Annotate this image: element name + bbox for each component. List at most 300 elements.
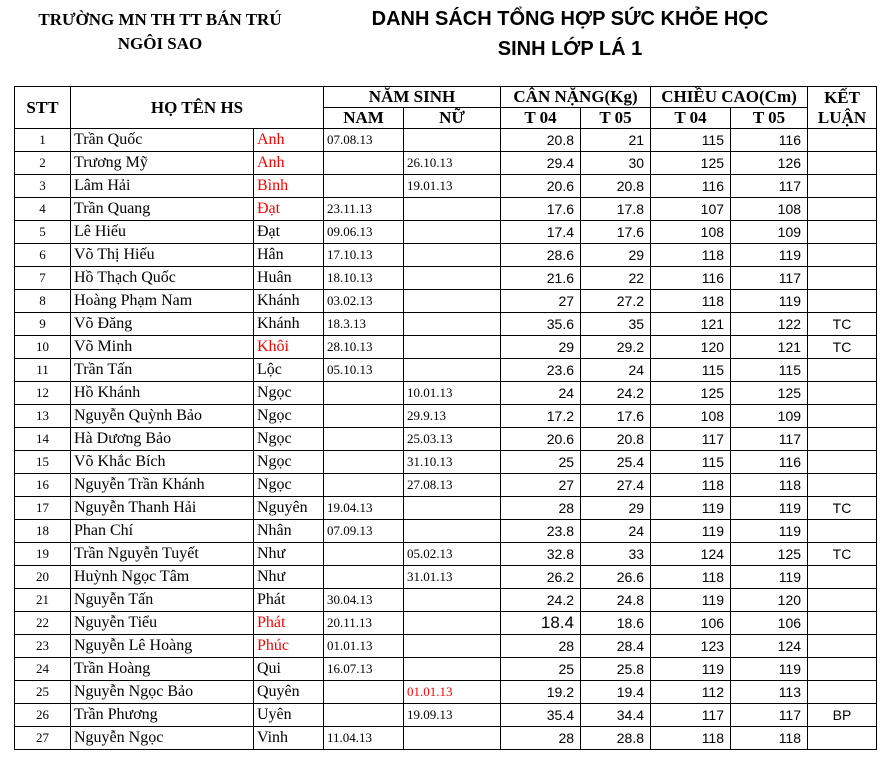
cell-last-name: Lâm Hải — [71, 175, 254, 198]
header-weight-t05: T 05 — [581, 108, 651, 129]
cell-birth-male — [324, 428, 404, 451]
cell-weight-t05: 29 — [581, 497, 651, 520]
table-row — [15, 635, 877, 658]
cell-stt: 9 — [15, 313, 71, 336]
cell-first-name: Bình — [254, 175, 324, 198]
cell-first-name: Uyên — [254, 704, 324, 727]
cell-birth-female — [404, 290, 501, 313]
cell-stt: 20 — [15, 566, 71, 589]
cell-first-name: Anh — [254, 129, 324, 152]
cell-birth-male: 01.01.13 — [324, 635, 404, 658]
cell-height-t05: 126 — [731, 152, 808, 175]
cell-weight-t04: 20.6 — [501, 175, 581, 198]
cell-birth-female — [404, 221, 501, 244]
cell-birth-male — [324, 566, 404, 589]
cell-height-t05: 120 — [731, 589, 808, 612]
cell-height-t05: 108 — [731, 198, 808, 221]
cell-height-t04: 108 — [651, 221, 731, 244]
cell-birth-male: 03.02.13 — [324, 290, 404, 313]
header-conclusion — [808, 87, 877, 129]
cell-first-name: Ngọc — [254, 382, 324, 405]
cell-height-t04: 124 — [651, 543, 731, 566]
cell-weight-t04: 32.8 — [501, 543, 581, 566]
cell-height-t04: 115 — [651, 451, 731, 474]
cell-conclusion — [808, 474, 877, 497]
cell-height-t05: 119 — [731, 290, 808, 313]
cell-height-t04: 106 — [651, 612, 731, 635]
cell-height-t04: 117 — [651, 428, 731, 451]
cell-birth-male — [324, 405, 404, 428]
cell-conclusion — [808, 727, 877, 750]
cell-last-name: Trần Hoàng — [71, 658, 254, 681]
cell-stt: 6 — [15, 244, 71, 267]
table-row — [15, 566, 877, 589]
cell-birth-male: 05.10.13 — [324, 359, 404, 382]
cell-birth-male — [324, 175, 404, 198]
cell-first-name: Khánh — [254, 313, 324, 336]
cell-weight-t05: 18.6 — [581, 612, 651, 635]
cell-height-t05: 122 — [731, 313, 808, 336]
health-summary-table — [14, 86, 877, 750]
cell-birth-female — [404, 336, 501, 359]
cell-first-name: Ngọc — [254, 405, 324, 428]
cell-first-name: Nhân — [254, 520, 324, 543]
cell-birth-male — [324, 152, 404, 175]
cell-height-t04: 115 — [651, 129, 731, 152]
cell-height-t05: 117 — [731, 704, 808, 727]
table-row — [15, 129, 877, 152]
cell-weight-t04: 28 — [501, 727, 581, 750]
cell-birth-female: 01.01.13 — [404, 681, 501, 704]
cell-height-t05: 116 — [731, 129, 808, 152]
cell-birth-male: 28.10.13 — [324, 336, 404, 359]
cell-stt: 25 — [15, 681, 71, 704]
cell-first-name: Như — [254, 543, 324, 566]
cell-conclusion — [808, 681, 877, 704]
cell-birth-male: 09.06.13 — [324, 221, 404, 244]
cell-stt: 1 — [15, 129, 71, 152]
table-row — [15, 152, 877, 175]
cell-stt: 2 — [15, 152, 71, 175]
table-row — [15, 681, 877, 704]
cell-first-name: Qui — [254, 658, 324, 681]
table-row — [15, 543, 877, 566]
cell-birth-female: 19.09.13 — [404, 704, 501, 727]
table-row — [15, 497, 877, 520]
cell-height-t04: 123 — [651, 635, 731, 658]
cell-weight-t05: 17.6 — [581, 405, 651, 428]
cell-stt: 10 — [15, 336, 71, 359]
table-row — [15, 428, 877, 451]
cell-weight-t04: 18.4 — [501, 612, 581, 635]
cell-birth-male — [324, 382, 404, 405]
cell-weight-t04: 27 — [501, 474, 581, 497]
cell-height-t04: 118 — [651, 244, 731, 267]
cell-height-t04: 116 — [651, 175, 731, 198]
header-weight-t04: T 04 — [501, 108, 581, 129]
cell-weight-t05: 29.2 — [581, 336, 651, 359]
cell-height-t04: 118 — [651, 290, 731, 313]
cell-birth-male: 18.3.13 — [324, 313, 404, 336]
cell-birth-female: 25.03.13 — [404, 428, 501, 451]
cell-birth-female — [404, 313, 501, 336]
cell-last-name: Huỳnh Ngọc Tâm — [71, 566, 254, 589]
cell-stt: 22 — [15, 612, 71, 635]
cell-weight-t05: 26.6 — [581, 566, 651, 589]
cell-weight-t05: 19.4 — [581, 681, 651, 704]
cell-birth-female: 05.02.13 — [404, 543, 501, 566]
cell-height-t04: 117 — [651, 704, 731, 727]
cell-height-t04: 116 — [651, 267, 731, 290]
cell-last-name: Hồ Khánh — [71, 382, 254, 405]
cell-first-name: Hân — [254, 244, 324, 267]
table-row — [15, 313, 877, 336]
cell-weight-t05: 24.8 — [581, 589, 651, 612]
cell-stt: 19 — [15, 543, 71, 566]
cell-birth-female — [404, 520, 501, 543]
cell-birth-male: 17.10.13 — [324, 244, 404, 267]
table-row — [15, 474, 877, 497]
cell-birth-male: 18.10.13 — [324, 267, 404, 290]
cell-stt: 21 — [15, 589, 71, 612]
cell-conclusion — [808, 152, 877, 175]
cell-weight-t05: 30 — [581, 152, 651, 175]
cell-last-name: Nguyễn Lê Hoàng — [71, 635, 254, 658]
cell-conclusion — [808, 520, 877, 543]
cell-height-t05: 106 — [731, 612, 808, 635]
cell-weight-t04: 24.2 — [501, 589, 581, 612]
cell-stt: 16 — [15, 474, 71, 497]
cell-height-t05: 125 — [731, 382, 808, 405]
table-row — [15, 704, 877, 727]
cell-height-t04: 121 — [651, 313, 731, 336]
cell-weight-t04: 20.6 — [501, 428, 581, 451]
cell-last-name: Hoàng Phạm Nam — [71, 290, 254, 313]
cell-height-t05: 109 — [731, 221, 808, 244]
table-row — [15, 267, 877, 290]
table-row — [15, 198, 877, 221]
cell-first-name: Khánh — [254, 290, 324, 313]
cell-last-name: Trần Quốc — [71, 129, 254, 152]
cell-birth-male — [324, 681, 404, 704]
cell-birth-female — [404, 658, 501, 681]
cell-birth-male: 11.04.13 — [324, 727, 404, 750]
document-title — [340, 4, 800, 64]
cell-conclusion — [808, 198, 877, 221]
cell-weight-t04: 20.8 — [501, 129, 581, 152]
cell-weight-t05: 24.2 — [581, 382, 651, 405]
cell-weight-t04: 35.6 — [501, 313, 581, 336]
cell-height-t05: 121 — [731, 336, 808, 359]
cell-first-name: Phát — [254, 589, 324, 612]
cell-conclusion — [808, 566, 877, 589]
cell-birth-female — [404, 359, 501, 382]
cell-birth-male — [324, 543, 404, 566]
cell-weight-t05: 28.8 — [581, 727, 651, 750]
cell-birth-male: 23.11.13 — [324, 198, 404, 221]
cell-birth-male — [324, 451, 404, 474]
cell-last-name: Hà Dương Bảo — [71, 428, 254, 451]
table-row — [15, 727, 877, 750]
cell-weight-t04: 25 — [501, 451, 581, 474]
cell-stt: 26 — [15, 704, 71, 727]
cell-conclusion: TC — [808, 497, 877, 520]
header-height: CHIỀU CAO(Cm) — [651, 87, 808, 108]
cell-weight-t05: 24 — [581, 520, 651, 543]
cell-first-name: Như — [254, 566, 324, 589]
cell-weight-t05: 20.8 — [581, 428, 651, 451]
cell-conclusion — [808, 405, 877, 428]
cell-weight-t05: 25.4 — [581, 451, 651, 474]
cell-first-name: Phát — [254, 612, 324, 635]
cell-height-t04: 115 — [651, 359, 731, 382]
cell-height-t05: 116 — [731, 451, 808, 474]
table-body — [15, 129, 877, 750]
cell-last-name: Nguyễn Ngọc — [71, 727, 254, 750]
cell-stt: 24 — [15, 658, 71, 681]
cell-stt: 13 — [15, 405, 71, 428]
cell-birth-male — [324, 704, 404, 727]
header-birth-year: NĂM SINH — [324, 87, 501, 108]
cell-height-t04: 107 — [651, 198, 731, 221]
cell-weight-t04: 21.6 — [501, 267, 581, 290]
cell-height-t04: 125 — [651, 382, 731, 405]
cell-birth-male: 19.04.13 — [324, 497, 404, 520]
cell-weight-t04: 29 — [501, 336, 581, 359]
cell-weight-t05: 21 — [581, 129, 651, 152]
cell-height-t05: 118 — [731, 474, 808, 497]
cell-stt: 17 — [15, 497, 71, 520]
cell-last-name: Trần Nguyễn Tuyết — [71, 543, 254, 566]
table-row — [15, 175, 877, 198]
cell-weight-t05: 25.8 — [581, 658, 651, 681]
cell-last-name: Võ Đăng — [71, 313, 254, 336]
cell-height-t05: 119 — [731, 658, 808, 681]
cell-height-t05: 124 — [731, 635, 808, 658]
cell-height-t05: 119 — [731, 244, 808, 267]
header-weight: CÂN NẶNG(Kg) — [501, 87, 651, 108]
cell-birth-female — [404, 589, 501, 612]
cell-birth-female: 29.9.13 — [404, 405, 501, 428]
header-height-t05: T 05 — [731, 108, 808, 129]
cell-first-name: Đạt — [254, 221, 324, 244]
cell-height-t05: 115 — [731, 359, 808, 382]
cell-last-name: Trần Quang — [71, 198, 254, 221]
cell-weight-t05: 27.4 — [581, 474, 651, 497]
school-name-line-2: NGÔI SAO — [117, 34, 203, 53]
cell-first-name: Đạt — [254, 198, 324, 221]
cell-stt: 11 — [15, 359, 71, 382]
cell-height-t04: 125 — [651, 152, 731, 175]
header-conclusion-line-2: LUẬN — [817, 107, 867, 127]
cell-conclusion — [808, 428, 877, 451]
header-male: NAM — [324, 108, 404, 129]
cell-weight-t05: 34.4 — [581, 704, 651, 727]
cell-last-name: Võ Khắc Bích — [71, 451, 254, 474]
cell-weight-t04: 23.8 — [501, 520, 581, 543]
cell-conclusion — [808, 290, 877, 313]
table-row — [15, 244, 877, 267]
cell-last-name: Nguyễn Thanh Hải — [71, 497, 254, 520]
cell-weight-t04: 35.4 — [501, 704, 581, 727]
table-row — [15, 658, 877, 681]
cell-weight-t05: 22 — [581, 267, 651, 290]
cell-weight-t04: 28 — [501, 635, 581, 658]
cell-conclusion — [808, 175, 877, 198]
cell-birth-female — [404, 244, 501, 267]
cell-weight-t05: 33 — [581, 543, 651, 566]
cell-height-t04: 119 — [651, 589, 731, 612]
table-row — [15, 290, 877, 313]
cell-weight-t04: 26.2 — [501, 566, 581, 589]
cell-height-t05: 109 — [731, 405, 808, 428]
cell-birth-male: 30.04.13 — [324, 589, 404, 612]
cell-height-t05: 118 — [731, 727, 808, 750]
cell-last-name: Võ Minh — [71, 336, 254, 359]
cell-last-name: Hồ Thạch Quốc — [71, 267, 254, 290]
cell-conclusion: TC — [808, 336, 877, 359]
cell-height-t04: 120 — [651, 336, 731, 359]
cell-last-name: Trương Mỹ — [71, 152, 254, 175]
cell-birth-female: 31.10.13 — [404, 451, 501, 474]
cell-weight-t04: 17.4 — [501, 221, 581, 244]
cell-last-name: Nguyễn Quỳnh Bảo — [71, 405, 254, 428]
cell-weight-t04: 28.6 — [501, 244, 581, 267]
cell-weight-t05: 27.2 — [581, 290, 651, 313]
cell-stt: 14 — [15, 428, 71, 451]
cell-weight-t04: 19.2 — [501, 681, 581, 704]
cell-stt: 15 — [15, 451, 71, 474]
cell-weight-t05: 28.4 — [581, 635, 651, 658]
cell-first-name: Nguyên — [254, 497, 324, 520]
cell-conclusion — [808, 267, 877, 290]
cell-conclusion — [808, 359, 877, 382]
cell-birth-male: 07.08.13 — [324, 129, 404, 152]
cell-height-t04: 119 — [651, 497, 731, 520]
table-row — [15, 612, 877, 635]
cell-birth-male — [324, 474, 404, 497]
cell-birth-female: 26.10.13 — [404, 152, 501, 175]
cell-first-name: Ngọc — [254, 428, 324, 451]
cell-weight-t05: 29 — [581, 244, 651, 267]
header-conclusion-line-1: KẾT — [824, 87, 860, 107]
cell-birth-female: 10.01.13 — [404, 382, 501, 405]
cell-height-t05: 119 — [731, 520, 808, 543]
table-row — [15, 221, 877, 244]
cell-weight-t04: 17.6 — [501, 198, 581, 221]
cell-birth-male: 07.09.13 — [324, 520, 404, 543]
cell-first-name: Lộc — [254, 359, 324, 382]
cell-weight-t05: 20.8 — [581, 175, 651, 198]
cell-last-name: Phan Chí — [71, 520, 254, 543]
table-header — [15, 87, 877, 129]
cell-weight-t05: 17.6 — [581, 221, 651, 244]
cell-last-name: Trần Tấn — [71, 359, 254, 382]
cell-weight-t04: 25 — [501, 658, 581, 681]
cell-first-name: Vinh — [254, 727, 324, 750]
cell-height-t04: 108 — [651, 405, 731, 428]
table-row — [15, 405, 877, 428]
header-height-t04: T 04 — [651, 108, 731, 129]
cell-last-name: Nguyễn Tấn — [71, 589, 254, 612]
table-row — [15, 589, 877, 612]
cell-last-name: Trần Phương — [71, 704, 254, 727]
cell-last-name: Nguyễn Ngọc Bảo — [71, 681, 254, 704]
cell-conclusion: TC — [808, 313, 877, 336]
cell-first-name: Ngọc — [254, 451, 324, 474]
cell-stt: 27 — [15, 727, 71, 750]
cell-birth-male: 20.11.13 — [324, 612, 404, 635]
cell-last-name: Lê Hiếu — [71, 221, 254, 244]
cell-weight-t04: 27 — [501, 290, 581, 313]
cell-birth-female — [404, 497, 501, 520]
cell-height-t04: 119 — [651, 520, 731, 543]
cell-birth-female: 31.01.13 — [404, 566, 501, 589]
cell-birth-female — [404, 727, 501, 750]
cell-height-t04: 118 — [651, 727, 731, 750]
cell-last-name: Nguyễn Tiểu — [71, 612, 254, 635]
header-student-name: HỌ TÊN HS — [71, 87, 324, 129]
cell-height-t05: 119 — [731, 566, 808, 589]
school-name-line-1: TRƯỜNG MN TH TT BÁN TRÚ — [38, 10, 282, 29]
cell-conclusion — [808, 129, 877, 152]
cell-height-t04: 119 — [651, 658, 731, 681]
cell-weight-t04: 29.4 — [501, 152, 581, 175]
cell-height-t04: 112 — [651, 681, 731, 704]
cell-stt: 4 — [15, 198, 71, 221]
cell-first-name: Khôi — [254, 336, 324, 359]
table-row — [15, 382, 877, 405]
cell-weight-t04: 28 — [501, 497, 581, 520]
cell-height-t05: 117 — [731, 267, 808, 290]
header-female: NỮ — [404, 108, 501, 129]
cell-conclusion — [808, 244, 877, 267]
cell-last-name: Nguyễn Trần Khánh — [71, 474, 254, 497]
cell-height-t04: 118 — [651, 474, 731, 497]
cell-weight-t05: 24 — [581, 359, 651, 382]
table-row — [15, 359, 877, 382]
school-name — [10, 8, 310, 56]
cell-height-t04: 118 — [651, 566, 731, 589]
cell-birth-female: 27.08.13 — [404, 474, 501, 497]
cell-conclusion — [808, 612, 877, 635]
table-row — [15, 520, 877, 543]
cell-weight-t04: 23.6 — [501, 359, 581, 382]
cell-height-t05: 119 — [731, 497, 808, 520]
cell-conclusion: TC — [808, 543, 877, 566]
document-title-line-2: SINH LỚP LÁ 1 — [497, 38, 643, 60]
cell-stt: 12 — [15, 382, 71, 405]
cell-stt: 3 — [15, 175, 71, 198]
cell-conclusion: BP — [808, 704, 877, 727]
document-title-line-1: DANH SÁCH TỔNG HỢP SỨC KHỎE HỌC — [371, 8, 769, 30]
cell-conclusion — [808, 221, 877, 244]
cell-height-t05: 125 — [731, 543, 808, 566]
cell-stt: 8 — [15, 290, 71, 313]
cell-birth-female — [404, 612, 501, 635]
cell-birth-female — [404, 635, 501, 658]
cell-stt: 7 — [15, 267, 71, 290]
cell-last-name: Võ Thị Hiếu — [71, 244, 254, 267]
cell-birth-female: 19.01.13 — [404, 175, 501, 198]
cell-first-name: Huân — [254, 267, 324, 290]
table-row — [15, 336, 877, 359]
cell-height-t05: 117 — [731, 175, 808, 198]
cell-stt: 18 — [15, 520, 71, 543]
cell-conclusion — [808, 382, 877, 405]
cell-stt: 5 — [15, 221, 71, 244]
cell-weight-t05: 17.8 — [581, 198, 651, 221]
